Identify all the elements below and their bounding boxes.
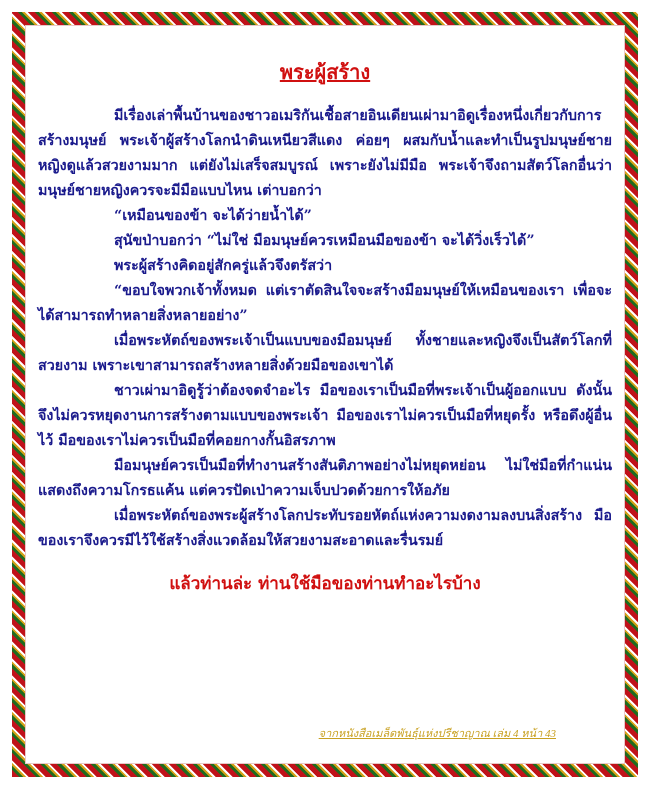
closing-question: แล้วท่านล่ะ ท่านใช้มือของท่านทำอะไรบ้าง: [169, 574, 481, 594]
paragraph-creator-thinks: พระผู้สร้างคิดอยู่สักครู่แล้วจึงตรัสว่า: [114, 258, 333, 274]
paragraph-peace: มือมนุษย์ควรเป็นมือที่ทำงานสร้างสันติภาพอย่างไม่หยุดหย่อน ไม่ใช่มือที่กำแน่นแสดงถึงความโกรธแค้น แต่ควรปัดเป่าความเจ็บปวดด้วยการให้อภัย: [38, 458, 612, 499]
paragraph-coyote-quote: สุนัขป่าบอกว่า “ไม่ใช่ มือมนุษย์ควรเหมือนมือของข้า จะได้วิ่งเร็วได้”: [114, 233, 535, 249]
paragraph-hands-made: เมื่อพระหัตถ์ของพระเจ้าเป็นแบบของมือมนุษย์ ทั้งชายและหญิงจึงเป็นสัตว์โลกที่สวยงาม เพราะเขาสามารถสร้างหลายสิ่งด้วยมือของเขาได้: [38, 333, 612, 374]
document-title: พระผู้สร้าง: [279, 60, 371, 84]
source-citation: จากหนังสือเมล็ดพันธุ์แห่งปรีชาญาณ เล่ม 4 หน้า 43: [318, 728, 556, 740]
paragraph-turtle-quote: “เหมือนของข้า จะได้ว่ายน้ำได้”: [114, 208, 312, 224]
paragraph-maidu-lesson: ชาวเผ่ามาอิดูรู้ว่าต้องจดจำอะไร มือของเราเป็นมือที่พระเจ้าเป็นผู้ออกแบบ ดังนั้น จึงไม่ควรหยุดงานการสร้างตามแบบของพระเจ้า มือของเราไม่ควรเป็นมือที่หยุดรั้ง หรือดึงผู้อื่นไว้ มือของเราไม่ควรเป็นมือที่คอยกางกั้นอิสรภาพ: [38, 383, 612, 449]
paragraph-intro: มีเรื่องเล่าพื้นบ้านของชาวอเมริกันเชื้อสายอินเดียนเผ่ามาอิดูเรื่องหนึ่งเกี่ยวกับการสร้างมนุษย์ พระเจ้าผู้สร้างโลกนำดินเหนียวสีแดง ค่อยๆ ผสมกับน้ำและทำเป็นรูปมนุษย์ชายหญิงดูแล้วสวยงามมาก แต่ยังไม่เสร็จสมบูรณ์ เพราะยังไม่มีมือ พระเจ้าจึงถามสัตว์โลกอื่นว่า มนุษย์ชายหญิงควรจะมีมือแบบไหน เต่าบอกว่า: [38, 108, 612, 199]
document-body: [38, 58, 612, 598]
paragraph-creation: เมื่อพระหัตถ์ของพระผู้สร้างโลกประทับรอยหัตถ์แห่งความงดงามลงบนสิ่งสร้าง มือของเราจึงควรมีไว้ใช้สร้างสิ่งแวดล้อมให้สวยงามสะอาดและรื่นรมย์: [38, 508, 612, 549]
paragraph-creator-quote: “ขอบใจพวกเจ้าทั้งหมด แต่เราตัดสินใจจะสร้างมือมนุษย์ให้เหมือนของเรา เพื่อจะได้สามารถทำหลายสิ่งหลายอย่าง”: [38, 283, 612, 324]
